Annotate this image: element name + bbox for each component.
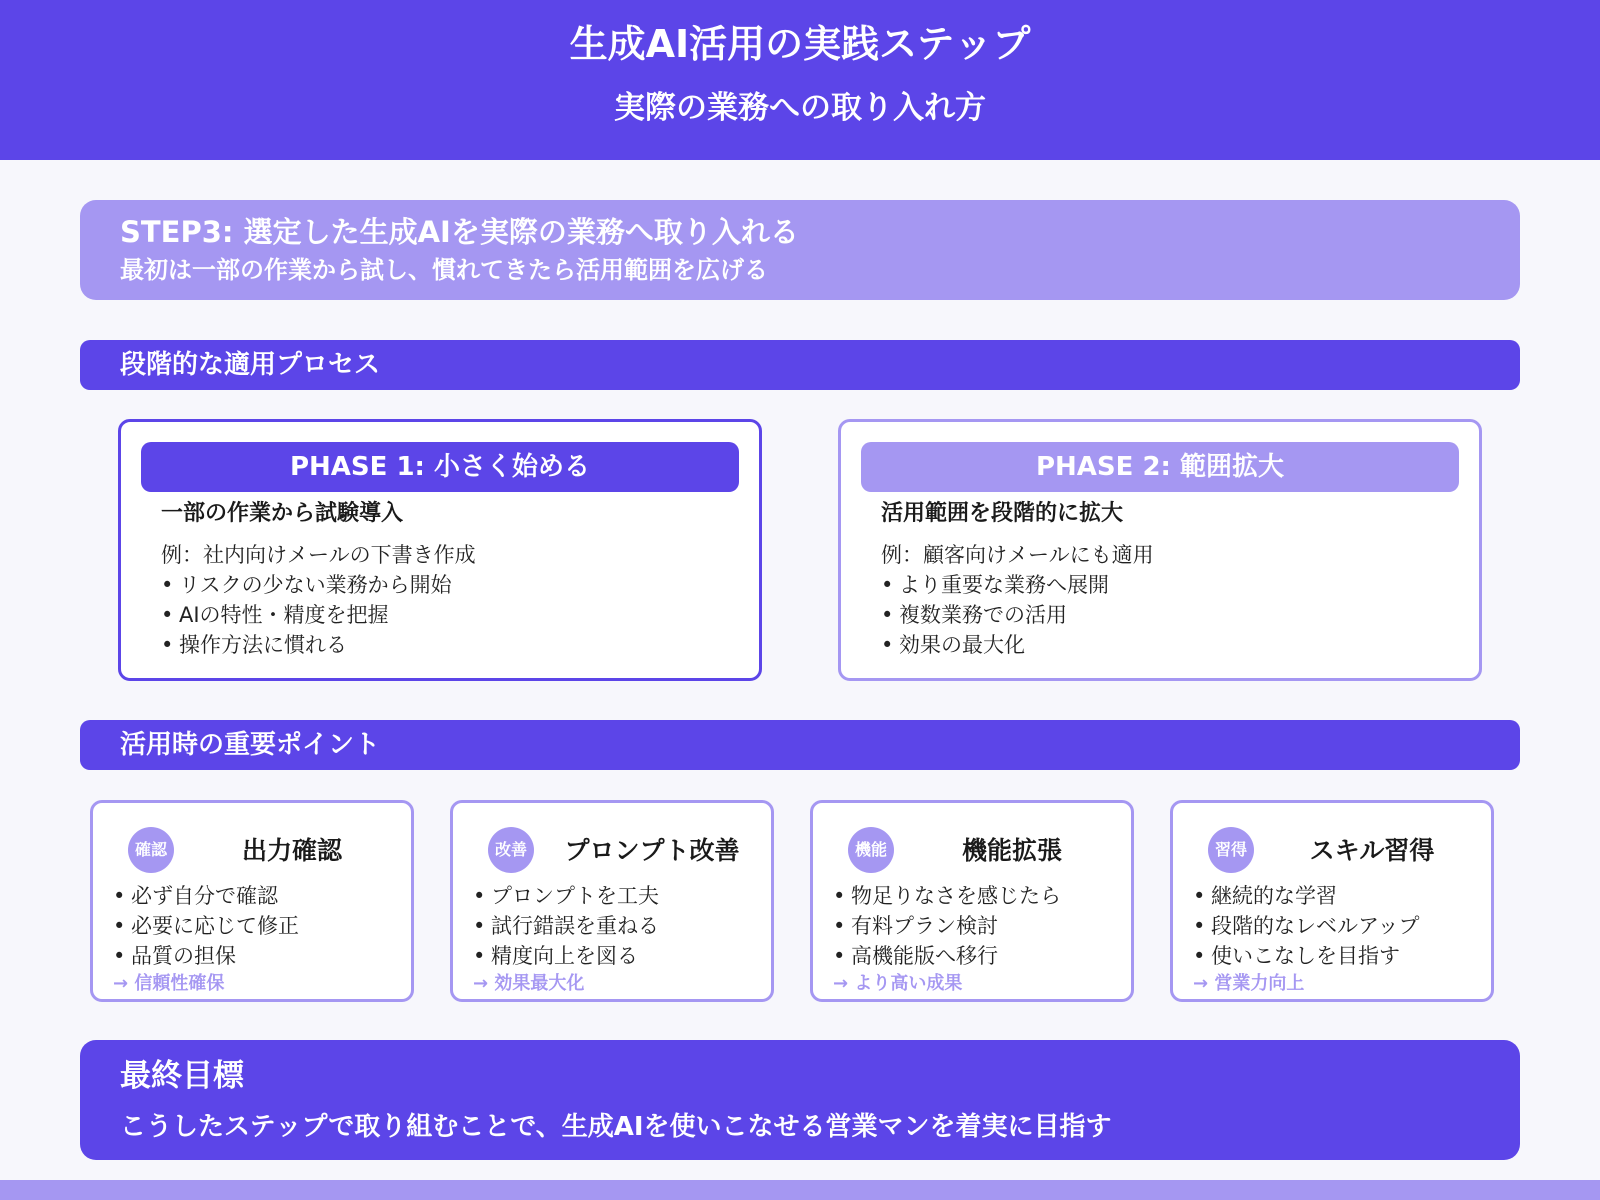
point-badge: 改善 [488, 827, 534, 873]
process-section-heading: 段階的な適用プロセス [80, 340, 1520, 390]
point-badge: 確認 [128, 827, 174, 873]
point-list [1193, 881, 1420, 971]
list-item: • 試行錯誤を重ねる [473, 911, 659, 941]
list-item: • 品質の担保 [113, 941, 299, 971]
phase-2-example: 例：顧客向けメールにも適用 [881, 543, 1154, 567]
phase-2-list [861, 570, 1459, 660]
list-item: • 高機能版へ移行 [833, 941, 1061, 971]
list-item: • 複数業務での活用 [881, 600, 1459, 630]
step-description: 最初は一部の作業から試し、慣れてきたら活用範囲を広げる [120, 256, 768, 284]
point-badge: 習得 [1208, 827, 1254, 873]
phase-1-list [141, 570, 739, 660]
phase-card-1 [118, 419, 762, 681]
list-item: • 継続的な学習 [1193, 881, 1420, 911]
page-subtitle: 実際の業務への取り入れ方 [614, 90, 986, 126]
phase-1-header: PHASE 1: 小さく始める [141, 442, 739, 492]
list-item: • プロンプトを工夫 [473, 881, 659, 911]
final-goal-box [80, 1040, 1520, 1160]
list-item: • より重要な業務へ展開 [881, 570, 1459, 600]
list-item: • 精度向上を図る [473, 941, 659, 971]
page-header [0, 0, 1600, 160]
point-list [473, 881, 659, 971]
list-item: • 有料プラン検討 [833, 911, 1061, 941]
list-item: • 操作方法に慣れる [161, 630, 739, 660]
point-result: → 信頼性確保 [113, 973, 225, 994]
point-card-output-check [90, 800, 414, 1002]
list-item: • リスクの少ない業務から開始 [161, 570, 739, 600]
list-item: • AIの特性・精度を把握 [161, 600, 739, 630]
step-banner [80, 200, 1520, 300]
phase-2-subtitle: 活用範囲を段階的に拡大 [881, 501, 1124, 526]
point-title: スキル習得 [1309, 836, 1435, 865]
phase-1-subtitle: 一部の作業から試験導入 [161, 501, 404, 526]
point-result: → より高い成果 [833, 973, 963, 994]
point-card-feature-expansion [810, 800, 1134, 1002]
point-list [833, 881, 1061, 971]
goal-text: こうしたステップで取り組むことで、生成AIを使いこなせる営業マンを着実に目指す [120, 1112, 1112, 1142]
list-item: • 段階的なレベルアップ [1193, 911, 1420, 941]
phase-1-example: 例：社内向けメールの下書き作成 [161, 543, 476, 567]
page-title: 生成AI活用の実践ステップ [569, 22, 1031, 66]
point-list [113, 881, 299, 971]
point-title: プロンプト改善 [564, 836, 740, 865]
point-badge: 機能 [848, 827, 894, 873]
point-result: → 効果最大化 [473, 973, 585, 994]
point-title: 機能拡張 [961, 836, 1062, 865]
list-item: • 必要に応じて修正 [113, 911, 299, 941]
list-item: • 必ず自分で確認 [113, 881, 299, 911]
point-card-prompt-improvement [450, 800, 774, 1002]
point-title: 出力確認 [241, 836, 342, 865]
points-section-heading: 活用時の重要ポイント [80, 720, 1520, 770]
goal-title: 最終目標 [120, 1058, 244, 1094]
step-title: STEP3: 選定した生成AIを実際の業務へ取り入れる [120, 215, 799, 249]
phase-card-2 [838, 419, 1482, 681]
footer-bar [0, 1180, 1600, 1200]
list-item: • 使いこなしを目指す [1193, 941, 1420, 971]
phase-2-header: PHASE 2: 範囲拡大 [861, 442, 1459, 492]
list-item: • 効果の最大化 [881, 630, 1459, 660]
list-item: • 物足りなさを感じたら [833, 881, 1061, 911]
point-card-skill-acquisition [1170, 800, 1494, 1002]
point-result: → 営業力向上 [1193, 973, 1305, 994]
